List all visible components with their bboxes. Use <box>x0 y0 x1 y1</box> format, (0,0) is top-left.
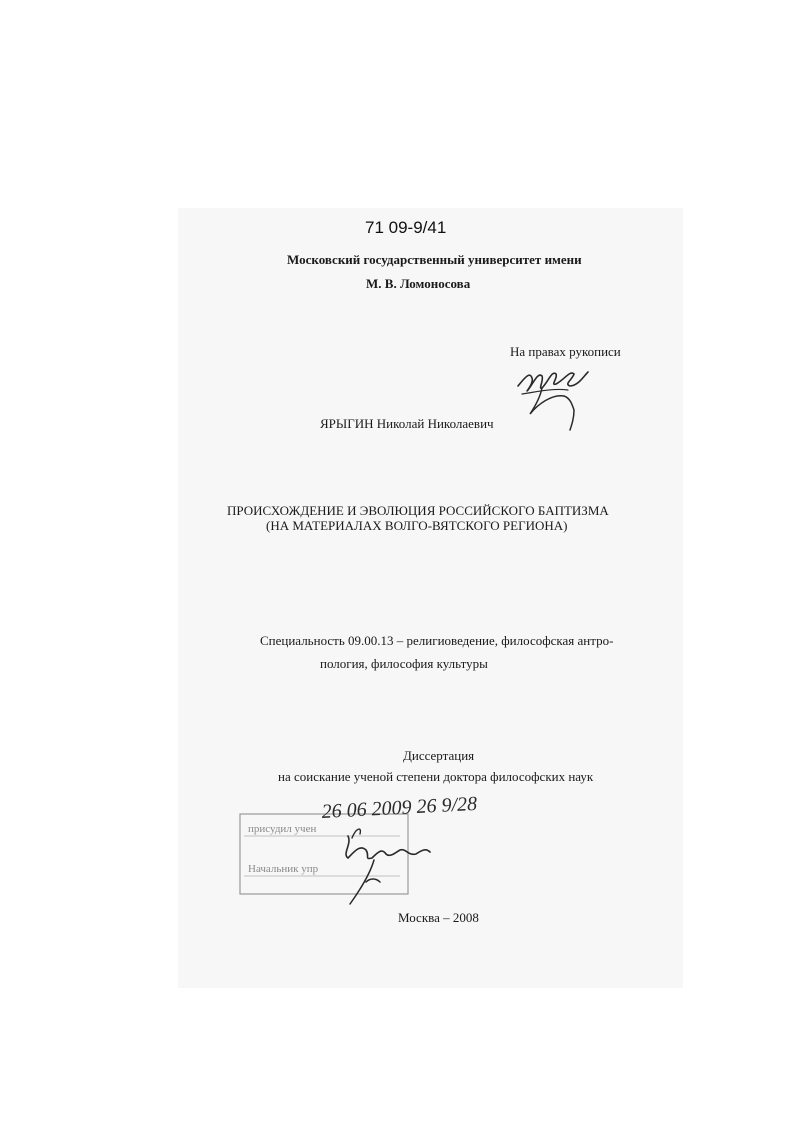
stamp-handwritten-date: 26 06 2009 26 9/28 <box>321 792 478 823</box>
specialty-line-2: пология, философия культуры <box>320 656 488 671</box>
dissertation-title-line-1: ПРОИСХОЖДЕНИЕ И ЭВОЛЮЦИЯ РОССИЙСКОГО БАПТИЗМА <box>227 503 609 518</box>
manuscript-rights-note: На правах рукописи <box>510 344 621 359</box>
work-type: Диссертация <box>403 748 475 763</box>
author-name: ЯРЫГИН Николай Николаевич <box>320 416 494 431</box>
institution-name-line-2: М. В. Ломоносова <box>366 276 471 291</box>
stamp-line-1: присудил учен <box>248 823 317 835</box>
approval-stamp <box>230 778 530 918</box>
specialty-line-1: Специальность 09.00.13 – религиоведение, философская антро- <box>260 633 614 648</box>
stamp-line-2: Начальник упр <box>248 863 319 875</box>
catalog-number: 71 09-9/41 <box>365 218 447 237</box>
degree-sought: на соискание ученой степени доктора философских наук <box>278 769 594 784</box>
author-signature <box>512 364 602 432</box>
dissertation-title-line-2: (НА МАТЕРИАЛАХ ВОЛГО-ВЯТСКОГО РЕГИОНА) <box>266 518 568 533</box>
institution-name-line-1: Московский государственный университет имени <box>287 252 582 267</box>
city-and-year: Москва – 2008 <box>398 910 479 925</box>
